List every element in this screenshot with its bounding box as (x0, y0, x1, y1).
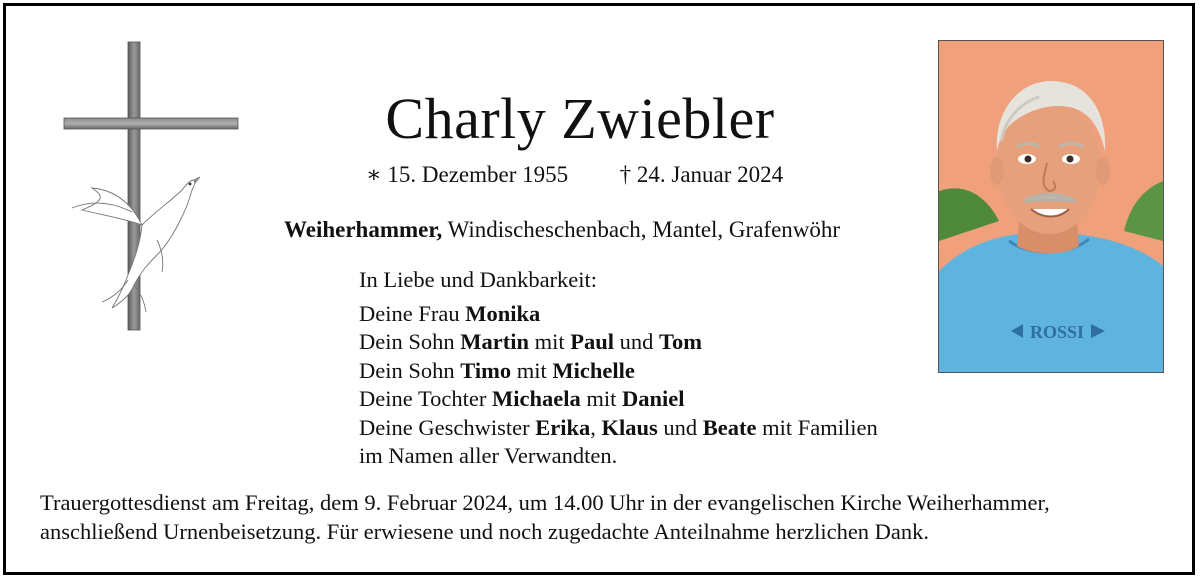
family-closing: im Namen aller Verwandten. (359, 443, 618, 468)
shirt-text: ROSSI (1029, 322, 1085, 342)
places-line (284, 215, 840, 245)
family-intro: In Liebe und Dankbarkeit: (359, 267, 598, 292)
service-line-2: anschließend Urnenbeisetzung. Für erwiesene und noch zugedachte Anteilnahme herzlichen Dank. (40, 519, 930, 544)
birth-icon: ∗ (366, 162, 382, 187)
family-line-son-timo: Dein Sohn Timo mit Michelle (359, 357, 635, 383)
life-dates (366, 160, 783, 190)
service-info (40, 488, 1180, 546)
places-rest: Windischeschenbach, Mantel, Grafenwöhr (447, 217, 841, 242)
death-date: 24. Januar 2024 (636, 162, 784, 187)
birth-date: 15. Dezember 1955 (387, 162, 569, 187)
family-list (359, 266, 878, 471)
portrait-image (939, 41, 1163, 372)
death-icon: † (619, 162, 632, 187)
family-line-wife: Deine Frau Monika (359, 300, 541, 326)
portrait-photo (938, 40, 1164, 373)
family-line-daughter: Deine Tochter Michaela mit Daniel (359, 386, 685, 411)
deceased-name: Charly Zwiebler (385, 86, 775, 151)
family-line-son-martin: Dein Sohn Martin mit Paul und Tom (359, 329, 702, 354)
service-line-1: Trauergottesdienst am Freitag, dem 9. Februar 2024, um 14.00 Uhr in der evangelischen Kirche Weiherhammer, (40, 490, 1050, 515)
place-main: Weiherhammer, (284, 217, 443, 242)
family-line-siblings: Deine Geschwister Erika, Klaus und Beate mit Familien (359, 414, 878, 440)
